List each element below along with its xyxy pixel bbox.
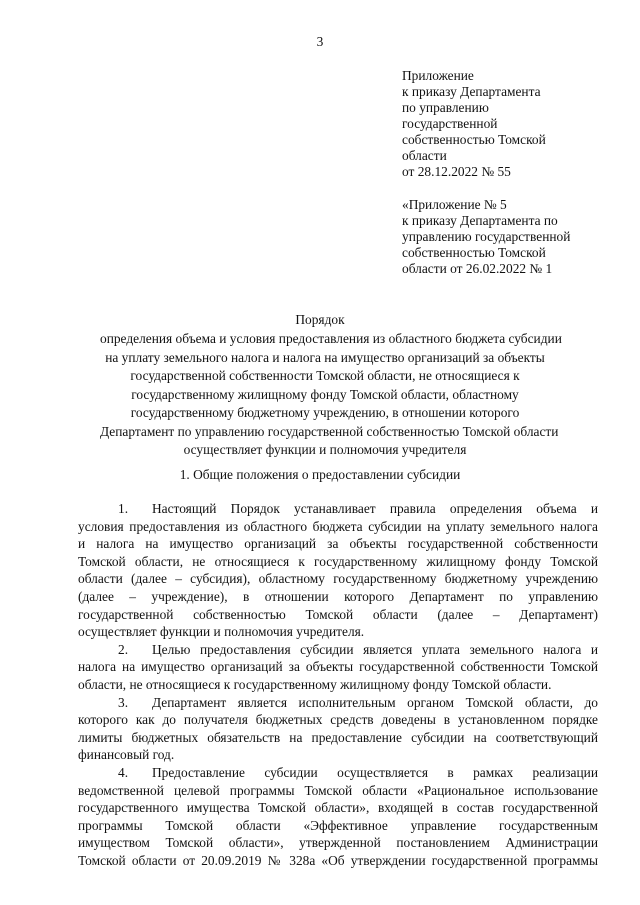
paragraph-line: ведомственной целевой программы Томской области «Рациональное использование xyxy=(78,782,598,798)
subtitle-line: осуществляет функции и полномочия учредителя xyxy=(183,442,467,457)
document-body xyxy=(78,500,598,869)
paragraph-first-line xyxy=(78,694,598,712)
section-heading: 1. Общие положения о предоставлении субсидии xyxy=(179,467,461,482)
paragraph xyxy=(78,641,598,694)
subtitle-line: государственному бюджетному учреждению, в отношении которого xyxy=(130,405,520,420)
subtitle-line: на уплату земельного налога и налога на имущество организаций за объекты xyxy=(105,349,545,365)
paragraph-line: программы Томской области «Эффективное управление государственным xyxy=(78,817,598,833)
paragraph-line: которого как до получателя бюджетных средств доведены в установленном порядке xyxy=(78,712,598,728)
subtitle-line: государственной собственности Томской области, не относящиеся к xyxy=(130,368,520,383)
paragraph-text: Настоящий Порядок устанавливает правила определения объема и xyxy=(152,501,598,516)
appendix-block xyxy=(402,68,602,180)
appendix-previous-line: к приказу Департамента по xyxy=(402,213,558,228)
subtitle-line: Департамент по управлению государственной собственностью Томской области xyxy=(100,423,559,439)
paragraph-line: условия предоставления из областного бюджета субсидии на уплату земельного налога xyxy=(78,518,598,534)
paragraph-line: имуществом Томской области», утвержденной постановлением Администрации xyxy=(78,835,598,851)
paragraph-number: 3. xyxy=(118,694,129,710)
paragraph-line: государственного имущества Томской области», входящей в состав государственной xyxy=(78,800,598,816)
paragraph-line: Томской области от 20.09.2019 № 328а «Об утверждении государственной программы xyxy=(78,852,598,868)
paragraph-line: государственной собственностью Томской области (далее – Департамент) xyxy=(78,606,598,622)
paragraph-number: 2. xyxy=(118,641,129,657)
paragraph xyxy=(78,694,598,764)
paragraph-line: и налога на имущество организаций за объекты государственной собственности xyxy=(78,536,598,552)
appendix-line: Приложение xyxy=(402,68,474,83)
paragraph xyxy=(78,764,598,870)
paragraph-text: Целью предоставления субсидии является уплата земельного налога и xyxy=(152,641,598,657)
subtitle-line: государственному жилищному фонду Томской области, областному xyxy=(131,386,519,402)
paragraph-first-line xyxy=(78,641,598,659)
appendix-line: государственной xyxy=(402,116,498,131)
paragraph-line: лимиты бюджетных обязательств на предоставление субсидии на соответствующий xyxy=(78,729,598,745)
document-title: Порядок xyxy=(295,312,345,327)
appendix-previous-line: области от 26.02.2022 № 1 xyxy=(402,261,553,276)
paragraph-line: области, не относящиеся к государственному жилищному фонду Томской области. xyxy=(78,676,552,692)
paragraph-line: осуществляет функции и полномочия учредителя. xyxy=(78,624,365,640)
paragraph-line: Томской области, не относящиеся к государственному жилищному фонду Томской xyxy=(78,553,598,569)
paragraph-line: области (далее – субсидия), областному государственному бюджетному учреждению xyxy=(78,571,598,587)
paragraph-line: (далее – учреждение), в отношении которого Департамент по управлению xyxy=(78,588,598,604)
paragraph-first-line xyxy=(78,764,598,782)
appendix-line: собственностью Томской xyxy=(402,132,546,147)
appendix-line: области xyxy=(402,148,447,163)
appendix-line: от 28.12.2022 № 55 xyxy=(402,164,511,179)
paragraph-line: налога на имущество организаций за объекты государственной собственности Томской xyxy=(78,659,598,675)
paragraph-text: Департамент является исполнительным органом Томской области, до xyxy=(152,694,598,710)
subtitle-line: определения объема и условия предоставления из областного бюджета субсидии xyxy=(100,331,562,346)
paragraph-line: финансовый год. xyxy=(78,747,175,763)
paragraph-first-line xyxy=(78,500,598,518)
paragraph xyxy=(78,500,598,641)
paragraph-number: 1. xyxy=(118,501,129,516)
page-number: 3 xyxy=(316,34,324,49)
appendix-previous-block xyxy=(402,197,602,277)
appendix-previous-line: собственностью Томской xyxy=(402,245,546,260)
paragraph-number: 4. xyxy=(118,764,129,780)
document-subtitle xyxy=(100,330,562,460)
appendix-previous-line: управлению государственной xyxy=(402,229,571,244)
appendix-previous-line: «Приложение № 5 xyxy=(402,197,507,212)
appendix-line: по управлению xyxy=(402,100,489,115)
appendix-line: к приказу Департамента xyxy=(402,84,541,99)
paragraph-text: Предоставление субсидии осуществляется в рамках реализации xyxy=(152,764,598,780)
